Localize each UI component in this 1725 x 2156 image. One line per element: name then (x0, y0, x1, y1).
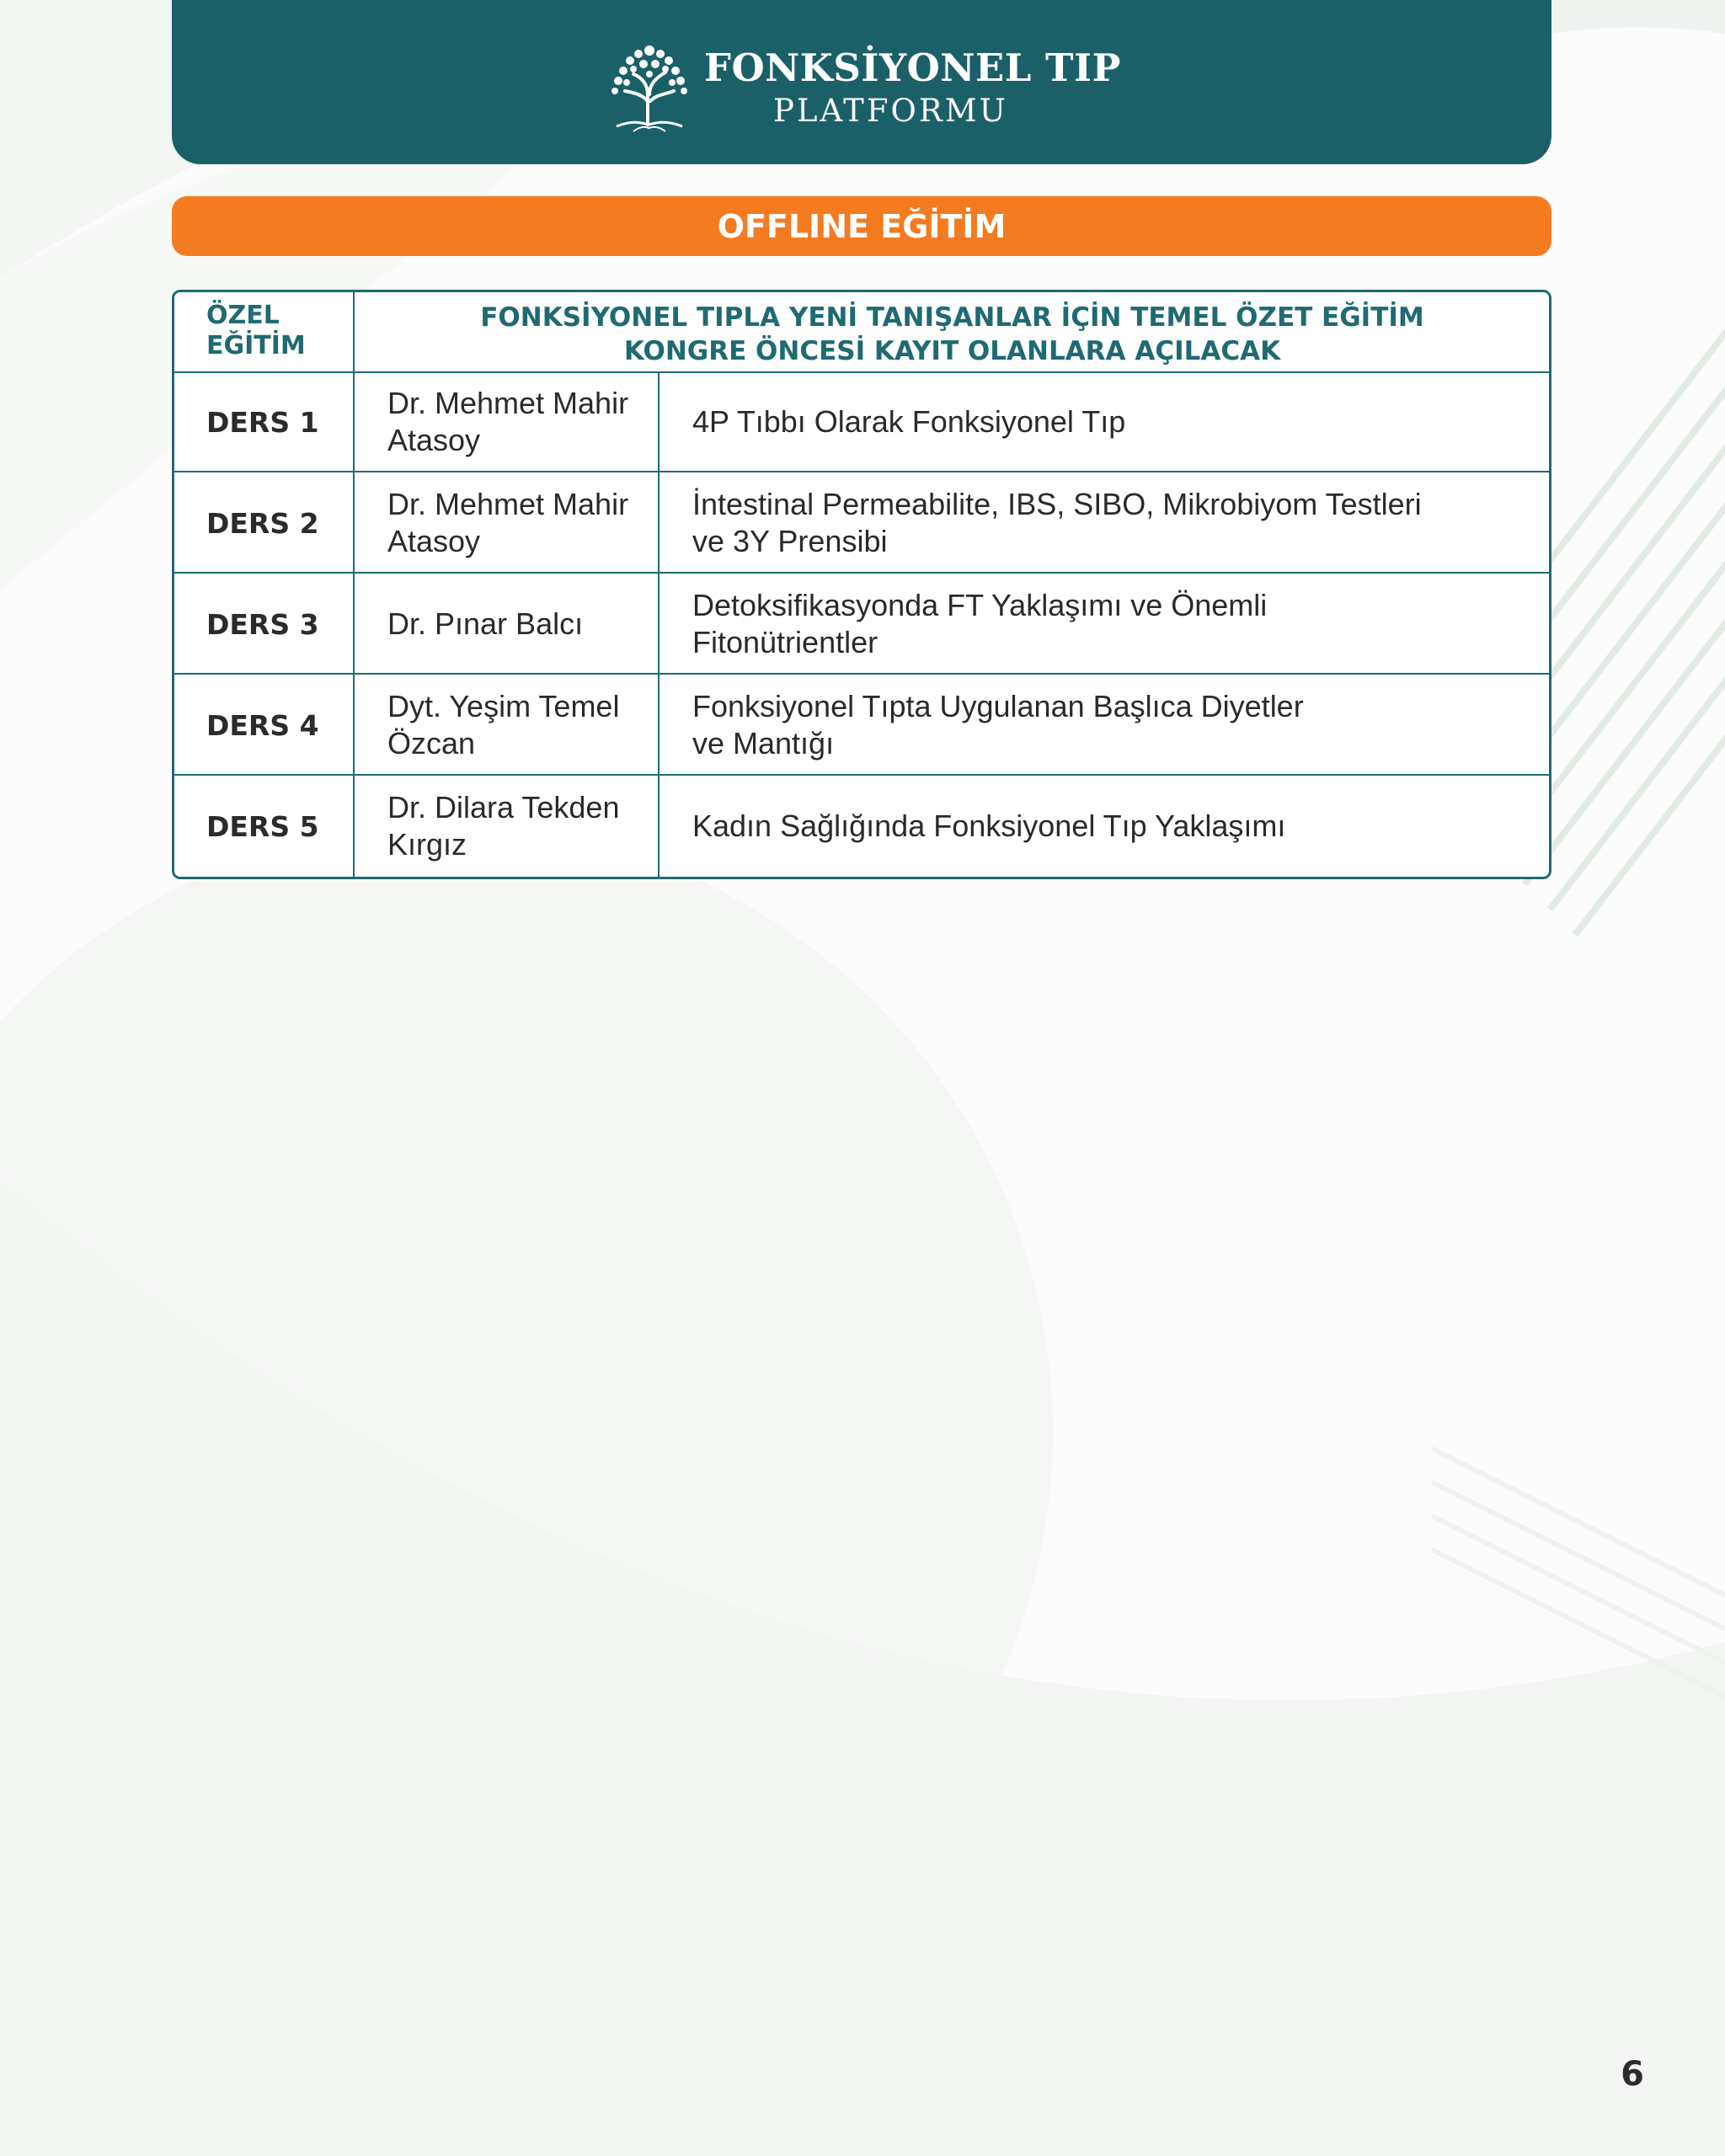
speaker-cell (387, 776, 649, 877)
table-row (174, 472, 1549, 574)
logo-subtitle: PLATFORMU (773, 93, 1008, 129)
topic-line: Fitonütrientler (692, 625, 879, 659)
topic-cell (692, 472, 1535, 574)
topic-line: İntestinal Permeabilite, IBS, SIBO, Mikrobiyom Testleri (692, 487, 1422, 521)
lesson-number: DERS 2 (206, 506, 319, 540)
logo-title: FONKSİYONEL TIP (704, 45, 1121, 90)
section-banner (172, 196, 1551, 256)
table-header (174, 292, 1549, 373)
topic-line: Fonksiyonel Tıpta Uygulanan Başlıca Diyetler (692, 689, 1304, 723)
header-label-line2: EĞİTİM (206, 331, 306, 360)
table-header-label (206, 301, 350, 361)
speaker-cell (387, 574, 649, 675)
topic-line: ve 3Y Prensibi (692, 524, 888, 558)
speaker-line: Dr. Mehmet Mahir (387, 487, 629, 521)
header-bar (172, 0, 1551, 164)
header-title-line1: FONKSİYONEL TIPLA YENİ TANIŞANLAR İÇİN TEMEL ÖZET EĞİTİM (480, 302, 1424, 333)
lesson-number: DERS 5 (206, 809, 319, 843)
topic-line: Detoksifikasyonda FT Yaklaşımı ve Önemli (692, 588, 1268, 622)
table-row (174, 675, 1549, 776)
speaker-line: Atasoy (387, 524, 481, 558)
topic-cell (692, 371, 1535, 472)
speaker-cell (387, 472, 649, 574)
lesson-number: DERS 4 (206, 708, 319, 742)
speaker-cell (387, 371, 649, 472)
speaker-cell (387, 675, 649, 776)
topic-line: ve Mantığı (692, 726, 835, 760)
speaker-line: Dr. Mehmet Mahir (387, 386, 629, 420)
header-title-line2: KONGRE ÖNCESİ KAYIT OLANLARA AÇILACAK (623, 336, 1281, 366)
table-row (174, 574, 1549, 675)
speaker-line: Atasoy (387, 423, 481, 457)
speaker-line: Dr. Dilara Tekden (387, 790, 620, 825)
platform-logo (608, 40, 1299, 141)
banner-title: OFFLINE EĞİTİM (717, 207, 1007, 245)
course-table (172, 290, 1551, 879)
speaker-line: Kırgız (387, 827, 467, 862)
topic-cell (692, 776, 1535, 877)
topic-cell (692, 675, 1535, 776)
lesson-number: DERS 1 (206, 405, 319, 439)
header-label-line1: ÖZEL (206, 301, 280, 330)
topic-line: 4P Tıbbı Olarak Fonksiyonel Tıp (692, 404, 1126, 439)
table-row (174, 371, 1549, 472)
lesson-number: DERS 3 (206, 607, 319, 641)
table-row (174, 776, 1549, 877)
speaker-line: Özcan (387, 726, 476, 760)
table-header-title (355, 301, 1549, 368)
speaker-line: Dr. Pınar Balcı (387, 606, 584, 641)
topic-cell (692, 574, 1535, 675)
tree-icon (608, 42, 691, 136)
page-number: 6 (1621, 2055, 1644, 2094)
speaker-line: Dyt. Yeşim Temel (387, 689, 620, 723)
topic-line: Kadın Sağlığında Fonksiyonel Tıp Yaklaşımı (692, 808, 1286, 843)
